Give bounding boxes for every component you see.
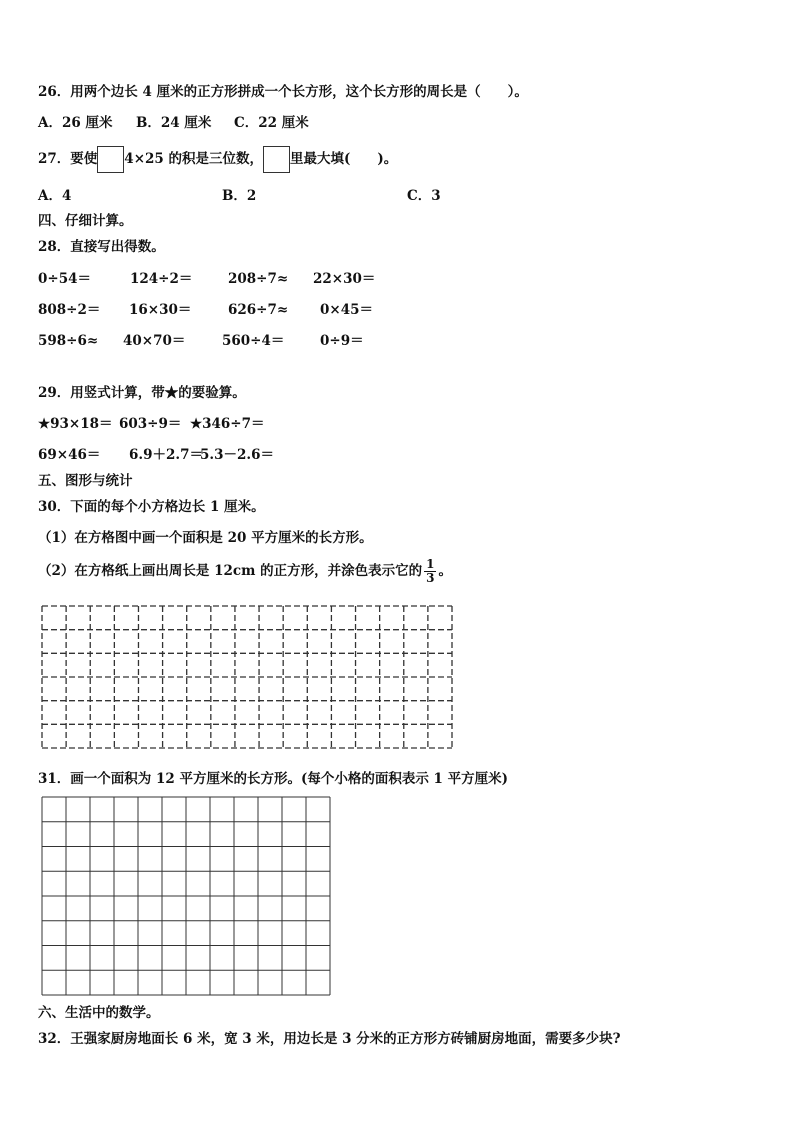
q28-item: 598÷6≈ (38, 333, 99, 349)
q30-part2 (38, 556, 452, 586)
section-5-heading: 五、图形与统计 (38, 473, 133, 489)
q27-option-a: A．4 (38, 188, 72, 204)
section-4-heading: 四、仔细计算。 (38, 213, 133, 229)
q29-item: 69×46＝ (38, 447, 101, 463)
q26-option-b: B．24 厘米 (136, 115, 212, 131)
q30-dashed-grid[interactable] (41, 605, 453, 749)
q30-part2-suffix: 。 (438, 563, 452, 579)
one-third-fraction (424, 558, 436, 585)
q27-suffix: 里最大填( )。 (290, 151, 398, 167)
q28-item: 124÷2＝ (130, 271, 193, 287)
q26-text: 26．用两个边长 4 厘米的正方形拼成一个长方形，这个长方形的周长是（ ）。 (38, 84, 528, 100)
q29-item: 5.3－2.6＝ (200, 447, 274, 463)
q28-item: 22×30＝ (313, 271, 376, 287)
q27-middle: 4×25 的积是三位数， (124, 151, 263, 167)
q32-text: 32．王强家厨房地面长 6 米，宽 3 米，用边长是 3 分米的正方形方砖铺厨房地面，需要多少块? (38, 1031, 621, 1047)
q29-item: 6.9＋2.7＝ (129, 447, 203, 463)
q28-item: 16×30＝ (129, 302, 192, 318)
q27-option-b: B．2 (222, 188, 257, 204)
q28-item: 0÷9＝ (320, 333, 364, 349)
q28-item: 0×45＝ (320, 302, 373, 318)
q27-option-c: C．3 (407, 188, 441, 204)
fraction-numerator: 1 (426, 557, 435, 571)
q31-solid-grid[interactable] (41, 796, 331, 996)
section-6-heading: 六、生活中的数学。 (38, 1005, 160, 1021)
q30-title: 30．下面的每个小方格边长 1 厘米。 (38, 499, 265, 515)
q28-item: 0÷54＝ (38, 271, 91, 287)
q29-item: 603÷9＝ (119, 416, 182, 432)
q28-item: 40×70＝ (123, 333, 186, 349)
q29-item: ★93×18＝ (38, 416, 113, 432)
q26-option-c: C．22 厘米 (234, 115, 309, 131)
q28-item: 808÷2＝ (38, 302, 101, 318)
q30-part1: （1）在方格图中画一个面积是 20 平方厘米的长方形。 (38, 530, 373, 546)
q28-item: 626÷7≈ (228, 302, 289, 318)
q31-title: 31．画一个面积为 12 平方厘米的长方形。(每个小格的面积表示 1 平方厘米) (38, 771, 509, 787)
q28-title: 28．直接写出得数。 (38, 239, 165, 255)
q30-part2-prefix: （2）在方格纸上画出周长是 12cm 的正方形，并涂色表示它的 (38, 563, 423, 579)
q28-item: 208÷7≈ (228, 271, 289, 287)
q27-text (38, 146, 397, 173)
q28-item: 560÷4＝ (222, 333, 285, 349)
q26-option-a: A．26 厘米 (38, 115, 113, 131)
q29-title: 29．用竖式计算，带★的要验算。 (38, 385, 246, 401)
q27-blank-box-2 (263, 146, 290, 173)
q27-blank-box (97, 146, 124, 173)
fraction-denominator: 3 (426, 571, 435, 585)
q27-prefix: 27．要使 (38, 151, 98, 167)
q29-item: ★346÷7＝ (190, 416, 265, 432)
